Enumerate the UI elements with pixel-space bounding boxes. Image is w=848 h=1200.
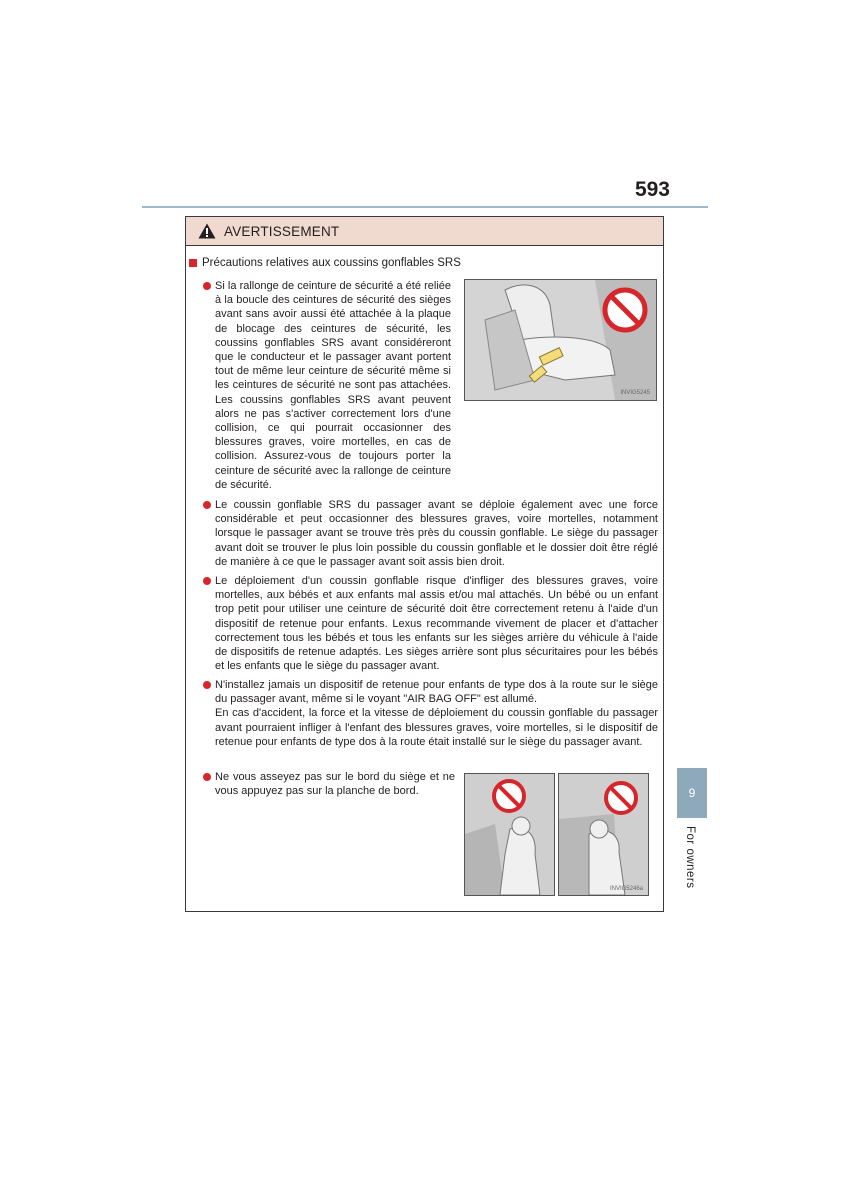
section-heading-text: Précautions relatives aux coussins gonflables SRS (202, 257, 461, 269)
bullet-item (215, 770, 455, 798)
bullet-item (215, 279, 451, 492)
warning-header (186, 217, 663, 246)
square-bullet-icon (189, 259, 197, 267)
seat-edge-illustration (464, 773, 555, 896)
bullet-item (215, 678, 658, 749)
warning-triangle-icon (198, 223, 216, 239)
page-number: 593 (634, 178, 670, 201)
bullet-continuation-text: En cas d'accident, la force et la vitesse de déploiement du coussin gonflable du passager avant pourraient infliger à l'enfant des blessures graves, voire mortelles, si le dispositif de retenue pour enfants de type dos à la route était installé sur le siège du passager avant. (215, 707, 658, 748)
warning-title: AVERTISSEMENT (224, 223, 340, 239)
chapter-label: For owners (684, 826, 696, 889)
chapter-tab[interactable]: 9 (677, 768, 707, 818)
bullet-text: Si la rallonge de ceinture de sécurité a été reliée à la boucle des ceintures de sécurité des sièges avant sans avoir aussi été attachée à la plaque de blocage des ceintures de sécurité, les coussins gonflables SRS avant considéreront que le conducteur et le passager avant portent tout de même leur ceinture de sécurité même si les ceintures de sécurité ne sont pas attachées. Les coussins gonflables SRS avant peuvent alors ne pas s'activer correctement lors d'une collision, ce qui pourrait occasionner des blessures graves, voire mortelles, en cas de collision. Assurez-vous de toujours porter la ceinture de sécurité avec la rallonge de ceinture de sécurité. (215, 280, 451, 491)
bullet-text: N'installez jamais un dispositif de retenue pour enfants de type dos à la route sur le siège du passager avant, même si le voyant "AIR BAG OFF" est allumé. (215, 679, 658, 706)
section-heading (189, 257, 461, 269)
image-code: INVIG5246a (609, 886, 643, 892)
bullet-text: Ne vous asseyez pas sur le bord du siège et ne vous appuyez pas sur la planche de bord. (215, 771, 455, 798)
seatbelt-extender-illustration (464, 279, 657, 401)
bullet-text: Le coussin gonflable SRS du passager avant se déploie également avec une force considérable et peut occasionner des blessures graves, voire mortelles, notamment lorsque le passager avant se trouve très près du coussin gonflable. Le siège du passager avant doit se trouver le plus loin possible du coussin gonflable et le dossier doit être réglé de manière à ce que le passager avant soit assis bien droit. (215, 499, 658, 568)
dashboard-lean-illustration (558, 773, 649, 896)
warning-box (185, 216, 664, 912)
bullet-dot-icon (203, 681, 211, 689)
bullet-text: Le déploiement d'un coussin gonflable risque d'infliger des blessures graves, voire mortelles, aux bébés et aux enfants mal assis et/ou mal attachés. Un bébé ou un enfant trop petit pour utiliser une ceinture de sécurité doit être correctement retenu à l'aide d'un dispositif de retenue pour enfants. Lexus recommande vivement de placer et d'attacher correctement tous les bébés et tous les enfants sur les sièges arrière du véhicule à l'aide de dispositifs de retenue adaptés. Les sièges arrière sont plus sécuritaires pour les bébés et les enfants que le siège du passager avant. (215, 575, 658, 673)
header-rule (142, 206, 708, 208)
bullet-item (215, 498, 658, 569)
image-code: INVIG5245 (620, 390, 650, 396)
bullet-dot-icon (203, 773, 211, 781)
bullet-dot-icon (203, 501, 211, 509)
bullet-item (215, 574, 658, 673)
bullet-dot-icon (203, 577, 211, 585)
bullet-dot-icon (203, 282, 211, 290)
